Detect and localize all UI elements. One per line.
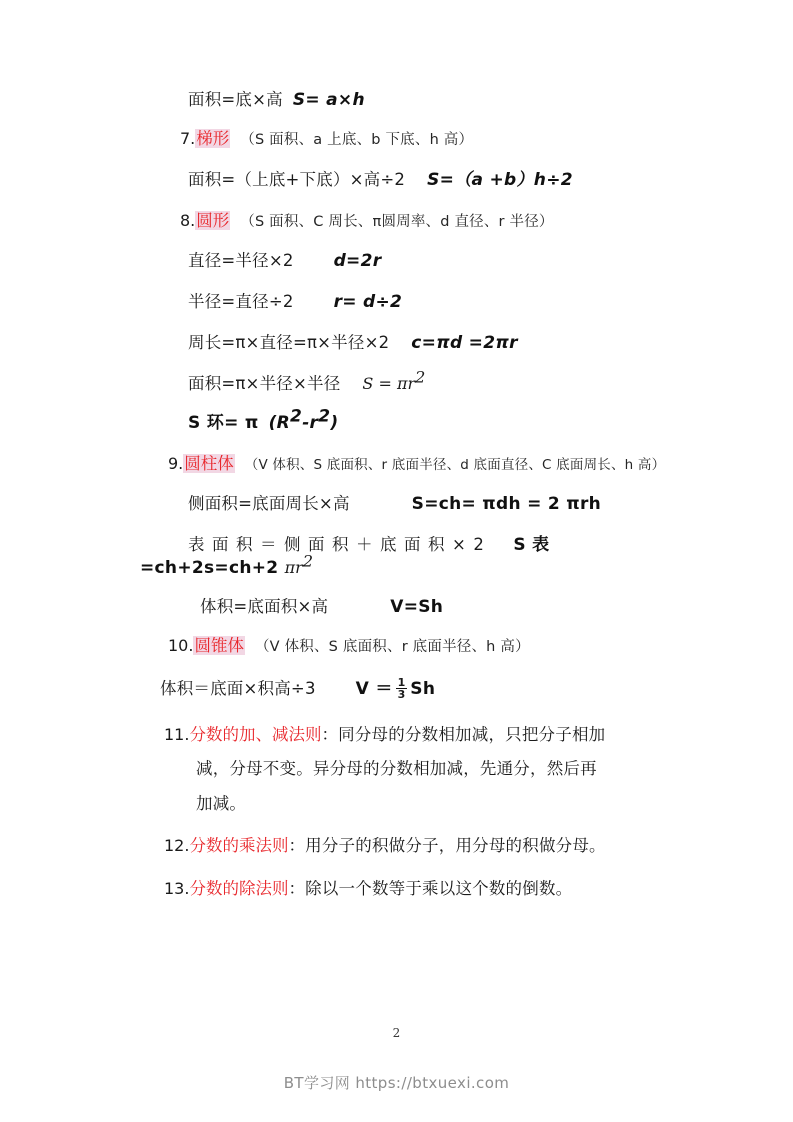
section-heading-trapezoid xyxy=(180,131,660,148)
ring-area-equals: = π xyxy=(224,412,259,433)
section-title: 梯形 xyxy=(196,129,230,148)
ring-area-close: ) xyxy=(330,412,339,433)
item-number: 9. xyxy=(168,453,184,473)
ring-area-open: (R xyxy=(268,412,291,433)
item-number: 10. xyxy=(168,636,194,655)
trapezoid-area-text: 面积=（上底+下底）×高÷2 xyxy=(188,169,406,189)
formula-line-trapezoid-area xyxy=(188,169,660,190)
circle-area-formula: S = πr xyxy=(362,374,416,393)
watermark: BT学习网 https://btxuexi.com xyxy=(283,1074,510,1092)
section-colon: ： xyxy=(288,878,306,898)
section-heading-fraction-addsub xyxy=(164,724,660,744)
cylinder-lateral-formula: S=ch= πdh = 2 πrh xyxy=(411,494,602,514)
formula-line-radius xyxy=(188,294,660,311)
document-body xyxy=(140,90,666,898)
ring-area-mid: -r xyxy=(302,412,319,433)
formula-line-diameter xyxy=(188,253,660,270)
cylinder-volume-formula: V=Sh xyxy=(390,597,444,617)
cylinder-lateral-text: 侧面积=底面周长×高 xyxy=(188,494,350,513)
section-body-line-3: 加减。 xyxy=(196,793,247,813)
section-body-line-1: 同分母的分数相加减，只把分子相加 xyxy=(338,724,606,744)
diameter-text: 直径=半径×2 xyxy=(188,251,294,270)
cone-volume-formula-tail: Sh xyxy=(410,678,436,699)
section-body-line-2: 减，分母不变。异分母的分数相加减，先通分，然后再 xyxy=(196,759,597,779)
radius-formula: r= d÷2 xyxy=(333,292,403,312)
section-heading-cone xyxy=(168,638,660,655)
item-number: 11. xyxy=(164,724,190,744)
formula-line-cylinder-surface-area xyxy=(188,537,660,554)
formula-line-cylinder-volume xyxy=(200,599,660,616)
circumference-formula: c=πd =2πr xyxy=(411,333,518,353)
section-colon: ： xyxy=(321,724,339,744)
ring-area-label: S 环 xyxy=(188,412,225,433)
section-note: （V 体积、S 底面积、r 底面半径、h 高） xyxy=(254,639,530,655)
section-title: 分数的加、减法则 xyxy=(189,724,322,744)
section-title: 分数的除法则 xyxy=(189,878,289,898)
item-number: 12. xyxy=(164,836,190,856)
formula-line-cone-volume xyxy=(160,677,660,701)
circumference-text: 周长=π×直径=π×半径×2 xyxy=(188,333,390,352)
section-body: 除以一个数等于乘以这个数的倒数。 xyxy=(305,878,573,898)
cylinder-surface-exponent: 2 xyxy=(302,551,313,571)
cone-volume-formula-v: V ＝ xyxy=(355,678,393,699)
section-note: （V 体积、S 底面积、r 底面半径、d 底面直径、C 底面周长、h 高） xyxy=(244,456,666,473)
section-note: （S 面积、C 周长、π圆周率、d 直径、r 半径） xyxy=(240,213,554,230)
formula-line-circle-area xyxy=(188,367,660,393)
item-number: 13. xyxy=(164,878,190,898)
section-heading-circle xyxy=(180,210,660,230)
trapezoid-area-formula: S=（a +b）h÷2 xyxy=(427,169,573,190)
formula-line-circumference xyxy=(188,335,660,352)
item-number: 7. xyxy=(180,129,196,148)
section-colon: ： xyxy=(288,836,306,856)
section-heading-fraction-divide xyxy=(164,878,660,898)
formula-line-cylinder-lateral-area xyxy=(188,496,660,513)
section-heading-fraction-multiply xyxy=(164,838,660,855)
section-body-fraction-addsub-line2 xyxy=(196,761,660,778)
ring-area-exponent-r: 2 xyxy=(318,406,331,427)
cylinder-surface-pi-term: πr xyxy=(284,558,303,577)
section-title: 圆形 xyxy=(196,210,230,230)
diameter-formula: d=2r xyxy=(333,251,382,271)
section-title: 圆柱体 xyxy=(184,453,234,473)
item-number: 8. xyxy=(180,210,196,230)
formula-line-cylinder-surface-area-cont xyxy=(140,551,660,578)
formula-line-parallelogram-area xyxy=(188,92,660,109)
cylinder-volume-text: 体积=底面积×高 xyxy=(200,597,329,616)
section-note: （S 面积、a 上底、b 下底、h 高） xyxy=(240,132,474,148)
radius-text: 半径=直径÷2 xyxy=(188,292,294,311)
section-title: 圆锥体 xyxy=(194,636,244,655)
cylinder-surface-label: S 表 xyxy=(513,535,550,555)
page-number: 2 xyxy=(392,1026,401,1040)
circle-area-exponent: 2 xyxy=(415,367,426,387)
cone-volume-fraction xyxy=(396,677,408,701)
parallelogram-area-formula: S= a×h xyxy=(292,90,365,110)
section-title: 分数的乘法则 xyxy=(189,836,289,856)
circle-area-text: 面积=π×半径×半径 xyxy=(188,374,341,393)
section-heading-cylinder xyxy=(168,453,666,473)
section-body-fraction-addsub-line3 xyxy=(196,793,660,813)
ring-area-exponent-R: 2 xyxy=(290,406,303,427)
fraction-numerator: 1 xyxy=(397,675,406,689)
cylinder-surface-text: 表面积＝侧面积＋底面积×2 xyxy=(188,535,492,554)
section-body: 用分子的积做分子，用分母的积做分母。 xyxy=(305,836,606,856)
cone-volume-text: 体积＝底面×积高÷3 xyxy=(160,678,316,698)
cylinder-surface-formula: =ch+2s=ch+2 xyxy=(140,558,285,578)
fraction-denominator: 3 xyxy=(397,688,406,702)
parallelogram-area-text: 面积=底×高 xyxy=(188,90,283,109)
formula-line-ring-area xyxy=(188,406,660,433)
